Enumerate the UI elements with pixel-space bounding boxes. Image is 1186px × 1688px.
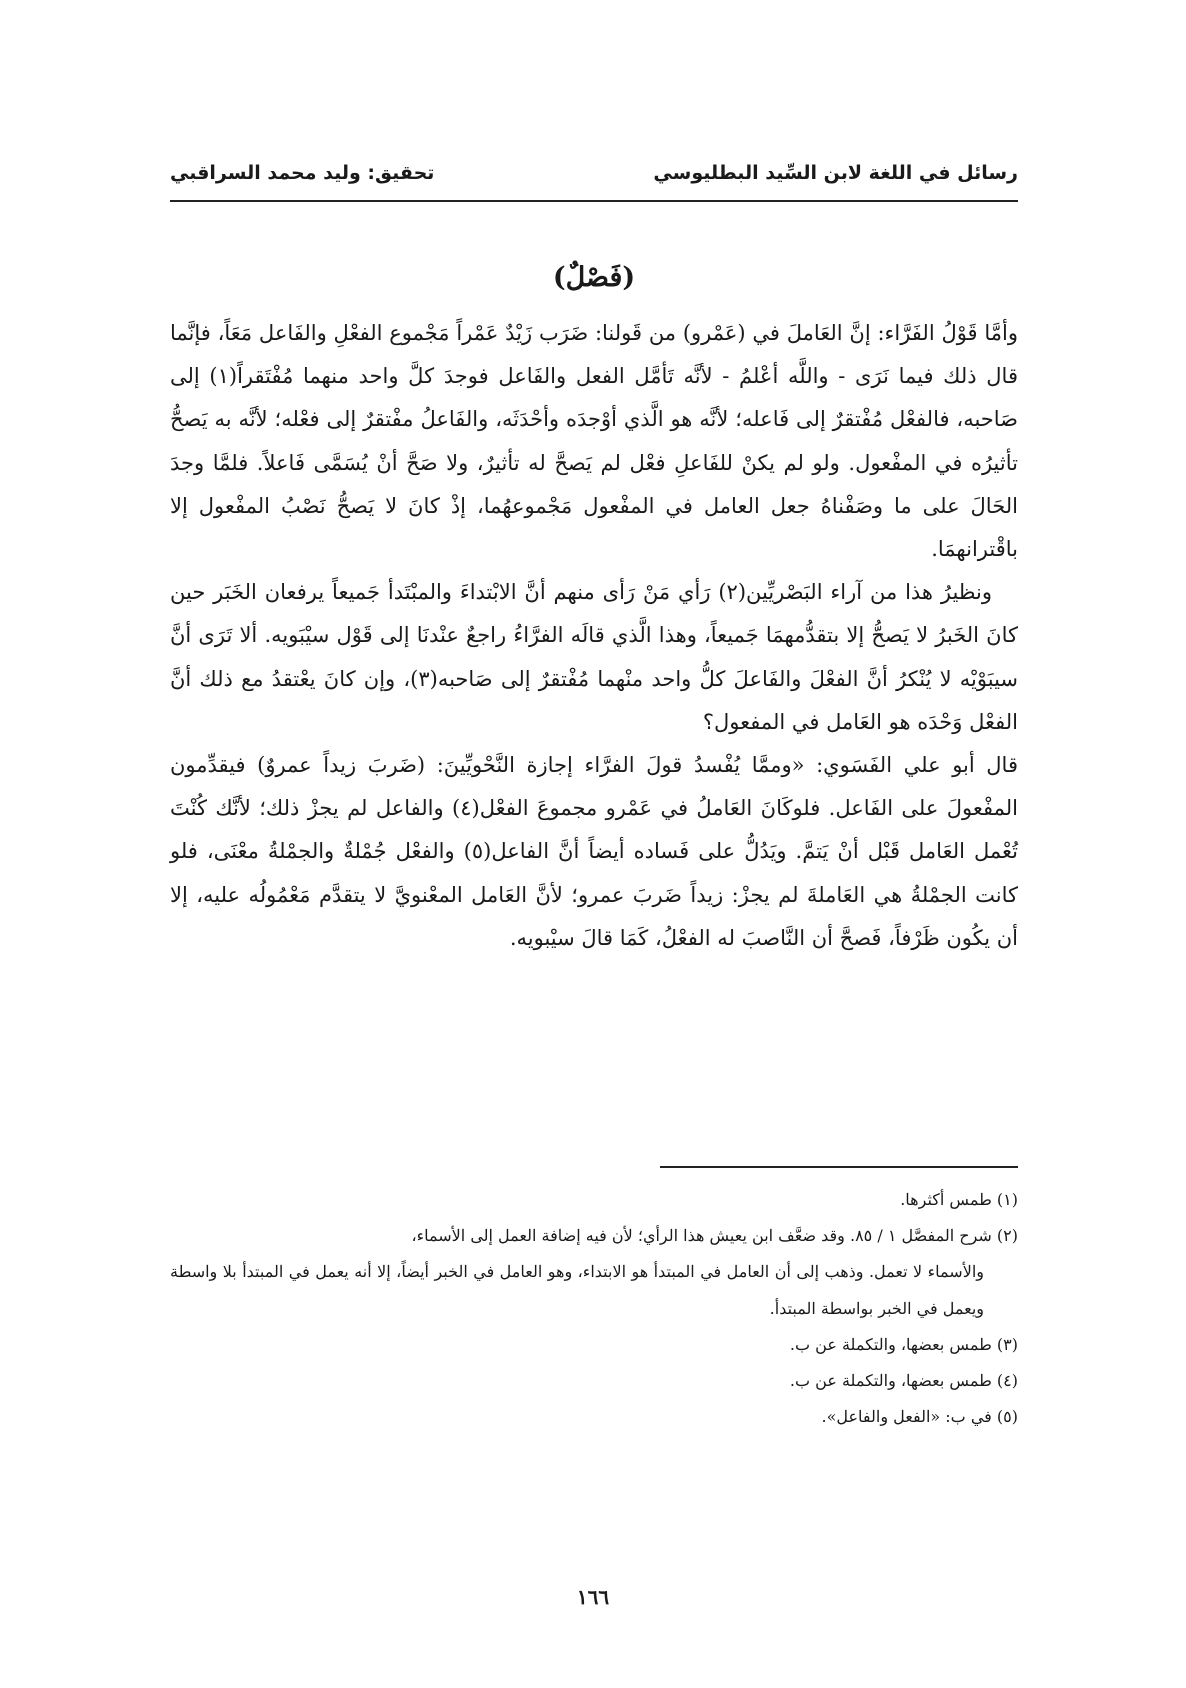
footnote-4 [170,1363,1018,1399]
main-text [170,312,1018,960]
footnote-number: (٥) [996,1407,1018,1427]
section-title: (فَصْلٌ) [552,262,636,293]
book-title: رسائل في اللغة لابن السِّيد البطليوسي [653,162,1018,184]
paragraph-3: قال أبو علي الفَسَوي: «وممَّا يُفْسدُ قولَ الفرَّاء إجازة النَّحْويِّينَ: (ضَربَ زيداً عمروٌ) فيقدِّمون المفْعولَ على الفَاعل. فلوكَانَ العَاملُ في عَمْرو مجموعَ الفعْل(٤) والفاعل لم يجزْ ذلك؛ لأنَّك كُنْتَ تُعْمل العَامل قَبْل أنْ يَتمَّ. ويَدُلُّ على فَساده أيضاً أنَّ الفاعل(٥) والفعْل جُمْلةٌ والجمْلةُ معْنَى، فلو كانت الجمْلةُ هي العَاملةَ لم يجزْ: زيداً ضَربَ عمرو؛ لأنَّ العَامل المعْنويَّ لا يتقدَّم مَعْمُولُه عليه، إلا أن يكُون ظَرْفاً، فَصحَّ أن النَّاصبَ له الفعْلُ، كَمَا قالَ سيْبويه. [170,753,1019,950]
footnote-text: في ب: «الفعل والفاعل». [821,1407,992,1427]
header-divider [170,200,1018,202]
footnote-text: شرح المفصَّل ١ / ٨٥. وقد ضعَّف ابن يعيش هذا الرأي؛ لأن فيه إضافة العمل إلى الأسماء، [411,1226,992,1246]
page-number: ١٦٦ [576,1585,610,1609]
footnote-divider [660,1166,1018,1168]
running-header [170,158,1018,194]
footnote-number: (٢) [996,1226,1018,1246]
footnote-number: (١) [996,1190,1018,1209]
footnote-text: طمس بعضها، والتكملة عن ب. [789,1371,992,1391]
footnote-text: طمس بعضها، والتكملة عن ب. [789,1334,992,1354]
footnote-2 [170,1218,1018,1254]
footnote-1 [170,1182,1018,1218]
paragraph-2: ونظيرُ هذا من آراء البَصْريِّين(٢) رَأي مَنْ رَأى منهم أنَّ الابْتداءَ والمبْتَدأ جَميعاً يرفعان الخَبَر حين كانَ الخَبرُ لا يَصحُّ إلا بتقدُّمهمَا جَميعاً، وهذا الَّذي قالَه الفرَّاءُ راجعٌ عنْدنَا إلى قَوْل سيْبَويه. ألا تَرَى أنَّ سيبَوْيْه لا يُنْكرُ أنَّ الفعْلَ والفَاعلَ كلُّ واحد منْهما مُفْتقرٌ إلى صَاحبه(٣)، وإن كانَ يعْتقدُ مع ذلك أنَّ الفعْل وَحْدَه هو العَامل في المفعول؟ [170,580,1019,734]
footnote-2-continuation: والأسماء لا تعمل. وذهب إلى أن العامل في المبتدأ هو الابتداء، وهو العامل في الخبر أيضاً، إلا أنه يعمل في المبتدأ بلا واسطة ويعمل في الخبر بواسطة المبتدأ. [170,1262,984,1318]
footnote-5 [170,1399,1018,1435]
footnote-number: (٣) [996,1334,1018,1354]
paragraph-1: وأمَّا قَوْلُ الفَرَّاء: إنَّ العَاملَ في (عَمْرو) من قَولنا: ضَرَب زَيْدٌ عَمْراً مَجْموع الفعْلِ والفَاعل مَعَاً، فإنَّما قال ذلك فيما نَرَى - واللَّه أعْلمُ - لأنَّه تَأمَّل الفعل والفَاعل فوجدَ كلَّ واحد منهما مُفْتَقراً(١) إلى صَاحبه، فالفعْل مُفْتقرٌ إلى فَاعله؛ لأنَّه هو الَّذي أوْجدَه وأحْدَثَه، والفَاعلُ مفْتقرٌ إلى فعْله؛ لأنَّه به يَصحُّ تأثيرُه في المفْعول. ولو لم يكنْ للفَاعلِ فعْل لم يَصحَّ له تأثيرٌ، ولا صَحَّ أنْ يُسَمَّى فَاعلاً. فلمَّا وجدَ الحَالَ على ما وصَفْناهُ جعل العامل في المفْعول مَجْموعهُما، إذْ كانَ لا يَصحُّ نَصْبُ المفْعول إلا باقْترانهمَا. [170,321,1018,562]
footnote-text: طمس أكثرها. [900,1190,992,1209]
editor-credit: تحقيق: وليد محمد السراقبي [170,162,435,184]
footnote-3 [170,1327,1018,1363]
footnotes [170,1182,1018,1435]
footnote-number: (٤) [996,1371,1018,1391]
